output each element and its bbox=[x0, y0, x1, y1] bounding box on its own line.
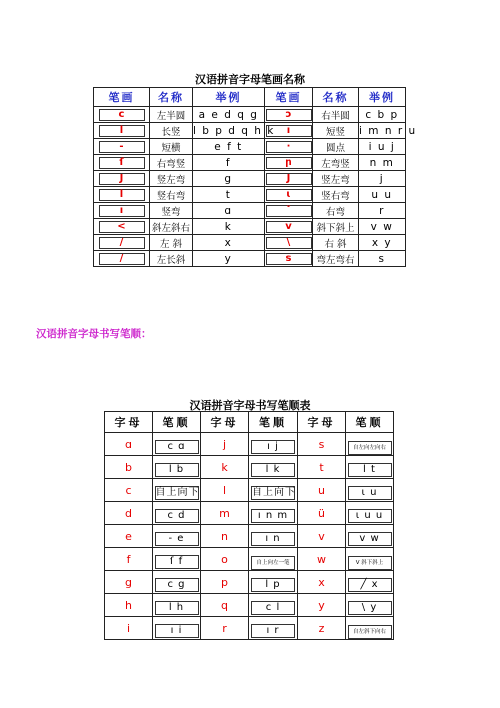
stroke-cell bbox=[265, 219, 313, 235]
order-cell bbox=[153, 456, 201, 479]
letter-cell: q bbox=[201, 594, 249, 617]
stroke-example: s bbox=[359, 251, 406, 267]
stroke-name: 右半圆 bbox=[313, 107, 359, 123]
order-cell-box: \ y bbox=[348, 601, 392, 615]
stroke-example: y bbox=[193, 251, 265, 267]
order-cell bbox=[153, 479, 201, 502]
letter-cell: c bbox=[105, 479, 153, 502]
stroke-cell bbox=[265, 187, 313, 203]
order-cell-box: l h bbox=[155, 601, 199, 615]
section-title: 汉语拼音字母书写笔顺： bbox=[36, 328, 152, 340]
stroke-cell-box: l bbox=[99, 125, 145, 137]
header-example: 举例 bbox=[193, 88, 265, 107]
table-row bbox=[105, 433, 394, 456]
order-cell bbox=[249, 433, 298, 456]
order-cell-box: - e bbox=[155, 532, 199, 546]
order-cell bbox=[346, 433, 394, 456]
order-cell-box: l k bbox=[251, 463, 295, 477]
letter-cell: m bbox=[201, 502, 249, 525]
order-cell bbox=[249, 525, 298, 548]
stroke-cell-box: ˇ bbox=[266, 205, 312, 217]
letter-cell: h bbox=[105, 594, 153, 617]
stroke-name: 竖左弯 bbox=[150, 171, 193, 187]
stroke-cell bbox=[94, 235, 150, 251]
stroke-cell bbox=[265, 235, 313, 251]
order-cell-box: ı n m bbox=[251, 509, 295, 523]
table-row bbox=[105, 594, 394, 617]
stroke-cell bbox=[94, 139, 150, 155]
letter-cell: o bbox=[201, 548, 249, 571]
stroke-example: c b p bbox=[359, 107, 406, 123]
stroke-cell bbox=[265, 251, 313, 267]
stroke-cell-box: v bbox=[266, 221, 312, 233]
order-cell bbox=[153, 594, 201, 617]
stroke-example: t bbox=[193, 187, 265, 203]
stroke-example: v w bbox=[359, 219, 406, 235]
letter-cell: k bbox=[201, 456, 249, 479]
stroke-name: 左长斜 bbox=[150, 251, 193, 267]
letter-cell: x bbox=[298, 571, 346, 594]
stroke-cell bbox=[265, 123, 313, 139]
stroke-example: j bbox=[359, 171, 406, 187]
order-cell-box: c d bbox=[155, 509, 199, 523]
stroke-example: a e d q g bbox=[193, 107, 265, 123]
stroke-example: x bbox=[193, 235, 265, 251]
letter-cell: g bbox=[105, 571, 153, 594]
header-order: 笔顺 bbox=[153, 412, 201, 433]
order-cell bbox=[249, 617, 298, 640]
order-cell-box: 自左向左向右 bbox=[348, 441, 392, 455]
order-cell bbox=[153, 433, 201, 456]
stroke-cell bbox=[94, 155, 150, 171]
table-row bbox=[105, 617, 394, 640]
stroke-name: 左弯竖 bbox=[313, 155, 359, 171]
stroke-cell-box: ſ bbox=[99, 157, 145, 169]
order-cell bbox=[153, 617, 201, 640]
letter-cell: i bbox=[105, 617, 153, 640]
order-cell bbox=[346, 456, 394, 479]
stroke-example: i u j bbox=[359, 139, 406, 155]
stroke-cell-box: ɔ bbox=[266, 109, 312, 121]
letter-cell: f bbox=[105, 548, 153, 571]
order-cell bbox=[249, 548, 298, 571]
letter-cell: r bbox=[201, 617, 249, 640]
stroke-cell-box: / bbox=[99, 237, 145, 249]
stroke-cell bbox=[94, 123, 150, 139]
stroke-name: 短横 bbox=[150, 139, 193, 155]
stroke-example: k bbox=[193, 219, 265, 235]
stroke-name: 左 斜 bbox=[150, 235, 193, 251]
table-row bbox=[105, 571, 394, 594]
order-cell bbox=[153, 502, 201, 525]
letter-cell: e bbox=[105, 525, 153, 548]
order-cell bbox=[153, 525, 201, 548]
stroke-cell bbox=[265, 171, 313, 187]
stroke-cell bbox=[94, 251, 150, 267]
stroke-cell bbox=[94, 107, 150, 123]
order-cell-box: 自上向左一笔 bbox=[251, 556, 295, 570]
order-cell bbox=[249, 456, 298, 479]
stroke-example: g bbox=[193, 171, 265, 187]
letter-cell: n bbox=[201, 525, 249, 548]
header-letter: 字母 bbox=[105, 412, 153, 433]
order-cell bbox=[346, 617, 394, 640]
order-cell-box: c g bbox=[155, 578, 199, 592]
stroke-cell-box: s bbox=[266, 253, 312, 265]
header-order: 笔顺 bbox=[346, 412, 394, 433]
letter-cell: ü bbox=[298, 502, 346, 525]
stroke-cell bbox=[265, 155, 313, 171]
stroke-name: 竖弯 bbox=[150, 203, 193, 219]
stroke-cell bbox=[265, 203, 313, 219]
order-cell bbox=[249, 479, 298, 502]
table-row bbox=[94, 123, 406, 139]
order-cell-box: V 斜下斜上 bbox=[348, 556, 392, 570]
letter-cell: p bbox=[201, 571, 249, 594]
header-name: 名称 bbox=[150, 88, 193, 107]
order-cell-box: c l bbox=[251, 601, 295, 615]
stroke-cell-box: ı bbox=[266, 125, 312, 137]
stroke-name: 右弯 bbox=[313, 203, 359, 219]
order-cell bbox=[249, 571, 298, 594]
order-cell bbox=[346, 548, 394, 571]
order-cell-box: c ɑ bbox=[155, 440, 199, 454]
stroke-example: f bbox=[193, 155, 265, 171]
order-cell bbox=[249, 594, 298, 617]
letter-cell: b bbox=[105, 456, 153, 479]
order-cell bbox=[346, 571, 394, 594]
order-cell-box: 自上向下 bbox=[155, 487, 200, 498]
stroke-name: 竖左弯 bbox=[313, 171, 359, 187]
stroke-cell-box: / bbox=[99, 253, 145, 265]
order-cell-box: ɩ u bbox=[348, 486, 392, 500]
stroke-example: i m n r u bbox=[359, 124, 417, 137]
order-cell bbox=[346, 502, 394, 525]
table-row bbox=[94, 187, 406, 203]
stroke-cell-box: ı bbox=[99, 205, 145, 217]
table1-title: 汉语拼音字母笔画名称 bbox=[195, 73, 305, 86]
stroke-example: e f t bbox=[193, 139, 265, 155]
stroke-cell bbox=[265, 107, 313, 123]
stroke-cell-box: J bbox=[266, 173, 312, 185]
order-cell bbox=[346, 594, 394, 617]
stroke-cell bbox=[94, 171, 150, 187]
stroke-names-table bbox=[93, 87, 417, 267]
table-row bbox=[105, 479, 394, 502]
order-cell-box: l b bbox=[155, 463, 199, 477]
table-header-row bbox=[105, 412, 394, 433]
stroke-cell bbox=[94, 219, 150, 235]
order-cell-box: 自上向下 bbox=[252, 487, 296, 498]
stroke-example: ɑ bbox=[193, 203, 265, 219]
stroke-example: u u bbox=[359, 187, 406, 203]
stroke-name: 斜左斜右 bbox=[150, 219, 193, 235]
order-cell-box: ╱ x bbox=[348, 578, 392, 592]
letter-cell: l bbox=[201, 479, 249, 502]
table2-title: 汉语拼音字母书写笔顺表 bbox=[189, 399, 311, 412]
table-row bbox=[94, 219, 406, 235]
stroke-cell-box: J bbox=[99, 173, 145, 185]
stroke-name: 短竖 bbox=[313, 123, 359, 139]
stroke-name: 圆点 bbox=[313, 139, 359, 155]
stroke-cell-box: ɩ bbox=[266, 189, 312, 201]
order-cell-box: ı i bbox=[155, 624, 199, 638]
order-cell-box: l p bbox=[251, 578, 295, 592]
table-row bbox=[94, 155, 406, 171]
stroke-example: r bbox=[359, 203, 406, 219]
letter-cell: v bbox=[298, 525, 346, 548]
stroke-name: 长竖 bbox=[150, 123, 193, 139]
order-cell bbox=[153, 571, 201, 594]
letter-cell: y bbox=[298, 594, 346, 617]
header-stroke: 笔画 bbox=[265, 88, 313, 107]
header-name: 名称 bbox=[313, 88, 359, 107]
stroke-example: l b p d q h k bbox=[193, 124, 275, 137]
letter-cell: s bbox=[298, 433, 346, 456]
table-row bbox=[105, 502, 394, 525]
header-example: 举例 bbox=[359, 88, 406, 107]
stroke-cell-box: · bbox=[266, 141, 312, 153]
table-row bbox=[105, 548, 394, 571]
stroke-cell bbox=[94, 187, 150, 203]
stroke-name: 竖右弯 bbox=[313, 187, 359, 203]
header-letter: 字母 bbox=[298, 412, 346, 433]
table-row bbox=[105, 456, 394, 479]
order-cell bbox=[153, 548, 201, 571]
stroke-cell-box: - bbox=[99, 141, 145, 153]
table-header-row bbox=[94, 88, 406, 107]
order-cell-box: 自左斜下向右 bbox=[348, 625, 392, 639]
table-row bbox=[94, 139, 406, 155]
stroke-cell bbox=[94, 203, 150, 219]
letter-cell: t bbox=[298, 456, 346, 479]
order-cell bbox=[249, 502, 298, 525]
header-stroke: 笔画 bbox=[94, 88, 150, 107]
stroke-name: 右 斜 bbox=[313, 235, 359, 251]
stroke-name: 竖右弯 bbox=[150, 187, 193, 203]
stroke-order-table bbox=[104, 411, 394, 640]
table-row bbox=[94, 235, 406, 251]
stroke-example: n m bbox=[359, 155, 406, 171]
letter-cell: z bbox=[298, 617, 346, 640]
stroke-cell-box: c bbox=[99, 109, 145, 121]
stroke-cell-box: < bbox=[99, 221, 145, 233]
stroke-name: 左半圆 bbox=[150, 107, 193, 123]
order-cell-box: v w bbox=[348, 532, 392, 546]
order-cell-box: l t bbox=[348, 463, 392, 477]
order-cell-box: ɩ u u bbox=[348, 509, 392, 523]
stroke-cell-box: l bbox=[99, 189, 145, 201]
header-letter: 字母 bbox=[201, 412, 249, 433]
letter-cell: d bbox=[105, 502, 153, 525]
table-row bbox=[94, 203, 406, 219]
stroke-name: 斜下斜上 bbox=[313, 219, 359, 235]
order-cell-box: ſ f bbox=[155, 555, 199, 569]
stroke-cell bbox=[265, 139, 313, 155]
letter-cell: u bbox=[298, 479, 346, 502]
order-cell-box: ı j bbox=[251, 440, 295, 454]
stroke-name: 右弯竖 bbox=[150, 155, 193, 171]
order-cell bbox=[346, 479, 394, 502]
header-order: 笔顺 bbox=[249, 412, 298, 433]
table-row bbox=[94, 251, 406, 267]
table-row bbox=[94, 171, 406, 187]
stroke-example: x y bbox=[359, 235, 406, 251]
order-cell bbox=[346, 525, 394, 548]
letter-cell: w bbox=[298, 548, 346, 571]
table-row bbox=[105, 525, 394, 548]
order-cell-box: ı n bbox=[251, 532, 295, 546]
letter-cell: j bbox=[201, 433, 249, 456]
stroke-cell-box: \ bbox=[266, 237, 312, 249]
table-row bbox=[94, 107, 406, 123]
order-cell-box: ı r bbox=[251, 624, 295, 638]
stroke-cell-box: ր bbox=[266, 157, 312, 169]
letter-cell: ɑ bbox=[105, 433, 153, 456]
stroke-name: 弯左弯右 bbox=[313, 251, 359, 267]
